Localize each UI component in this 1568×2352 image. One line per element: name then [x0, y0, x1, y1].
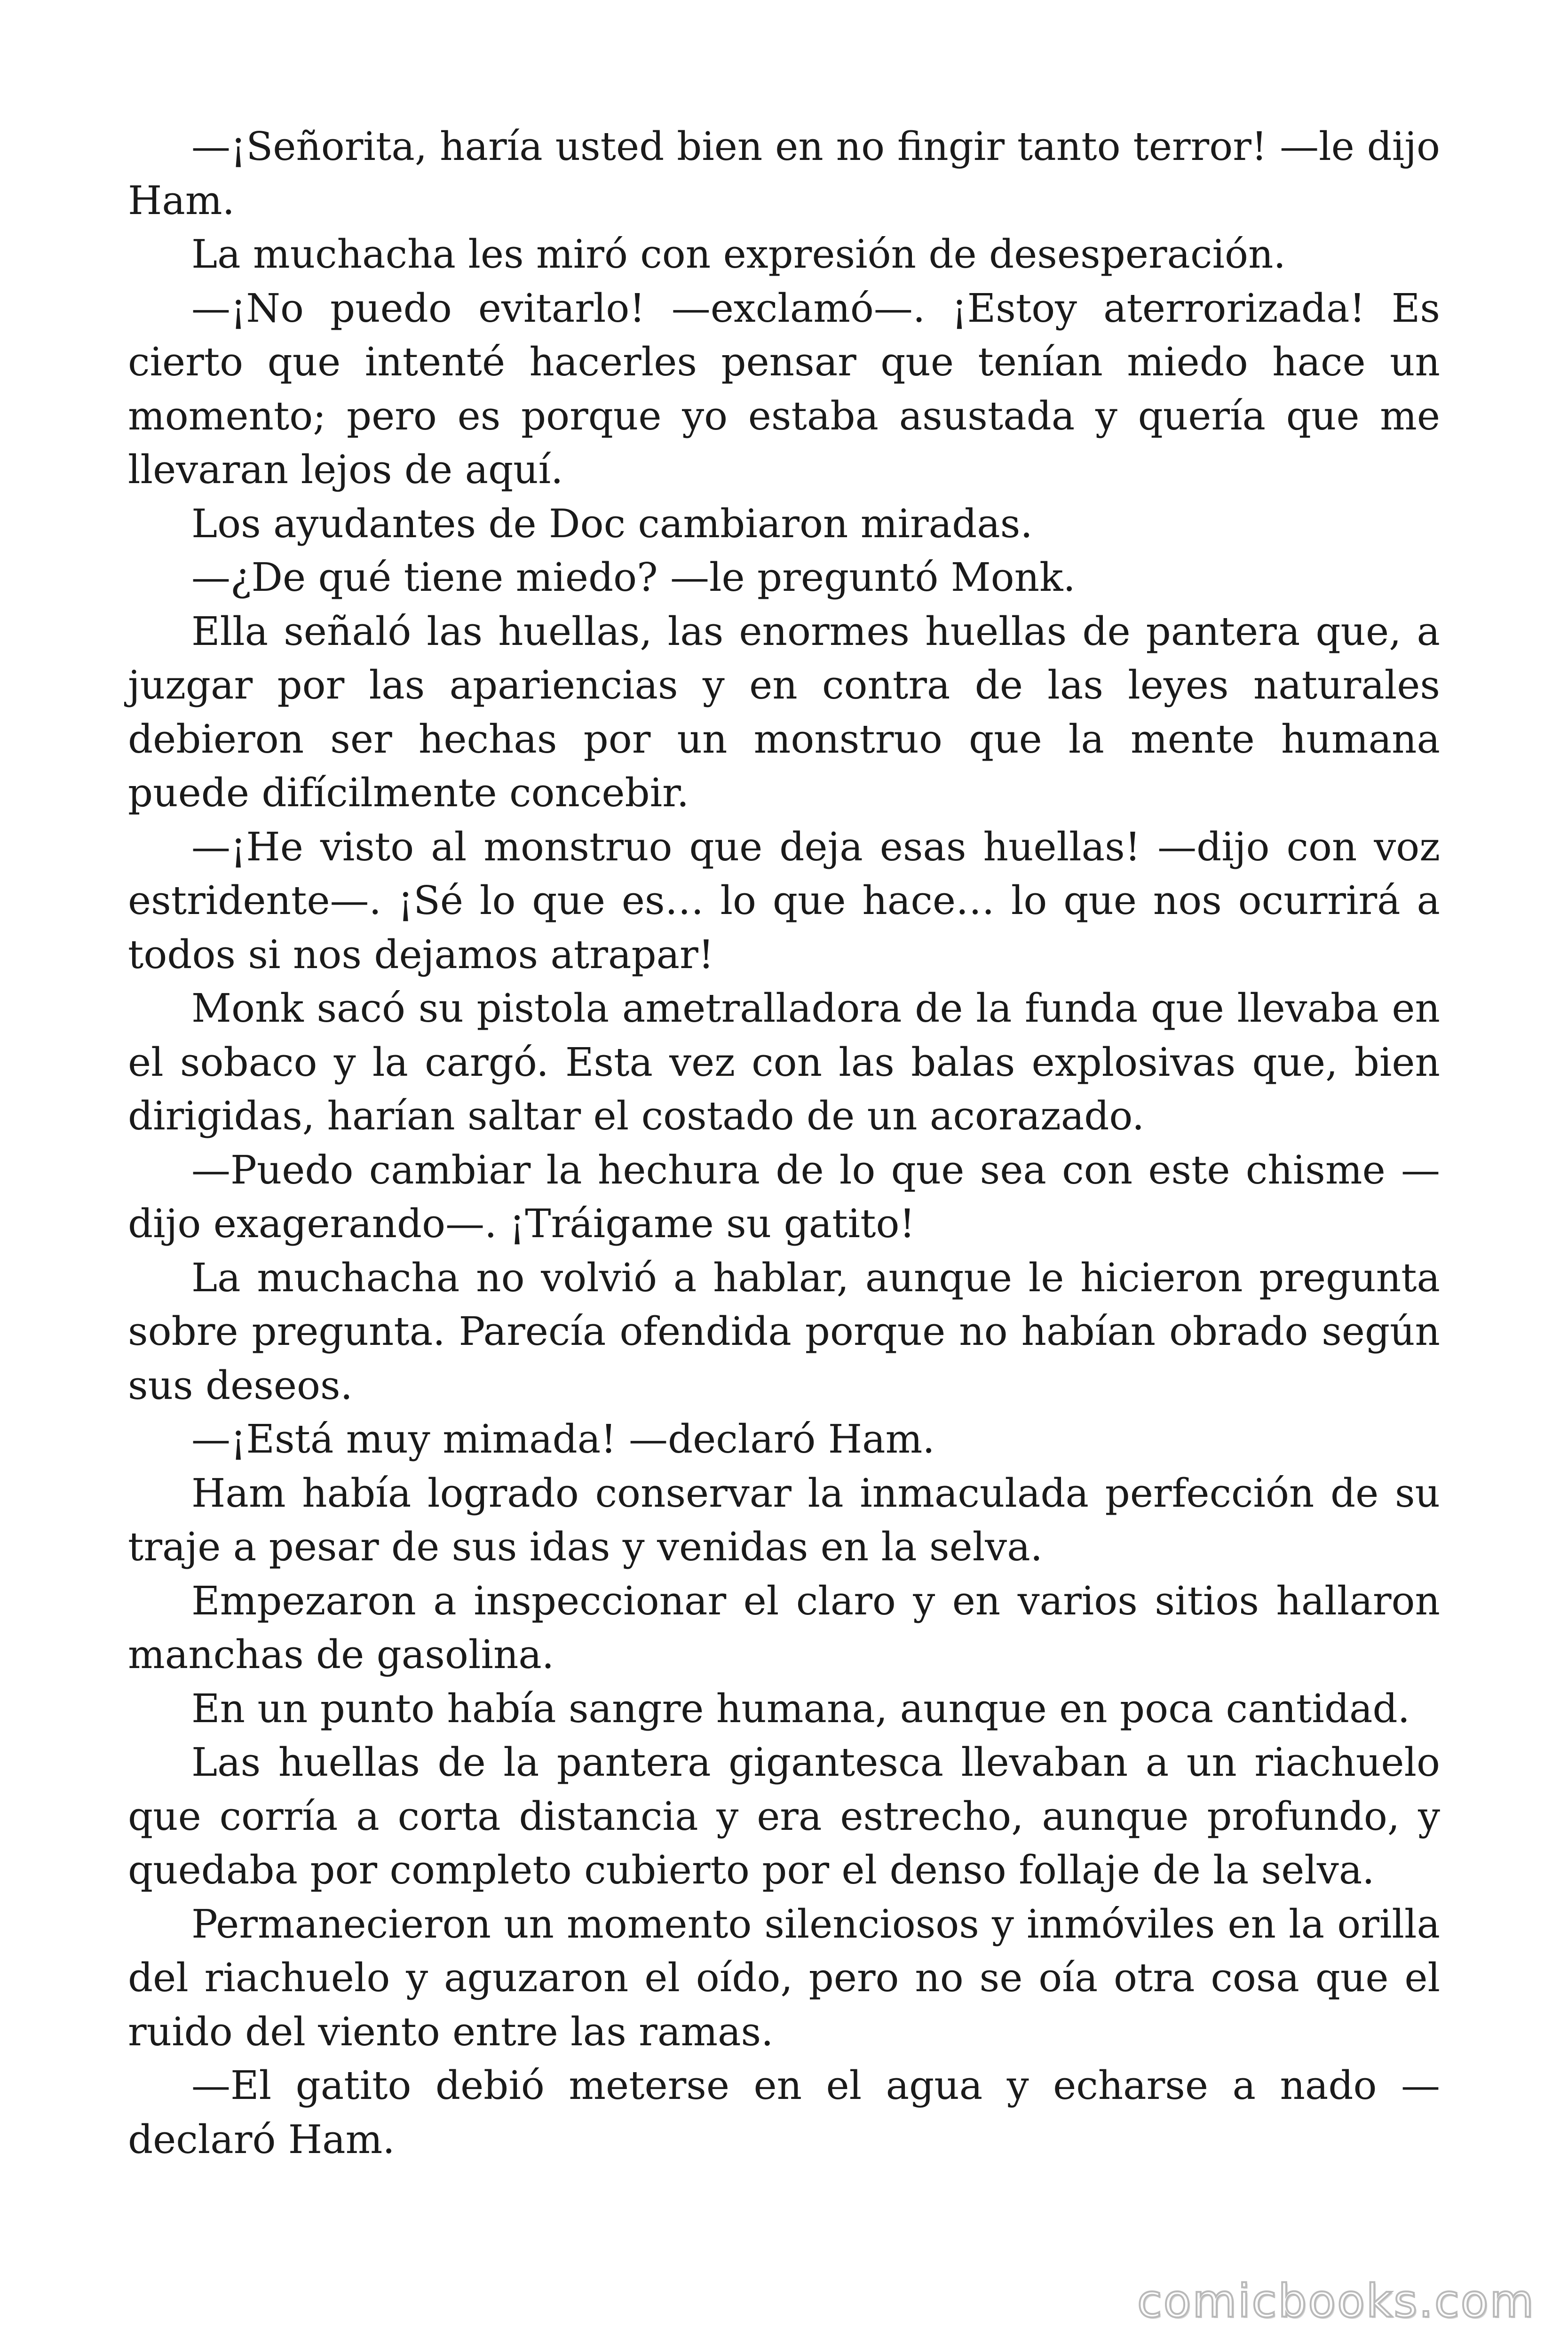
paragraph: Las huellas de la pantera gigantesca llevaban a un riachuelo que corría a corta distancia y era estrecho, aunque profundo, y quedaba por completo cubierto por el denso follaje de la selva. — [128, 1740, 1440, 1893]
paragraph: La muchacha les miró con expresión de desesperación. — [191, 231, 1286, 277]
paragraph: —¡He visto al monstruo que deja esas huellas! —dijo con voz estridente—. ¡Sé lo que es… lo que hace… lo que nos ocurrirá a todos si nos dejamos atrapar! — [128, 824, 1440, 977]
paragraph: —¡Señorita, haría usted bien en no fingir tanto terror! —le dijo Ham. — [128, 124, 1440, 223]
paragraph: Los ayudantes de Doc cambiaron miradas. — [191, 501, 1033, 547]
paragraph: Permanecieron un momento silenciosos y inmóviles en la orilla del riachuelo y aguzaron el oído, pero no se oía otra cosa que el ruido del viento entre las ramas. — [128, 1901, 1440, 2055]
paragraph: Ella señaló las huellas, las enormes huellas de pantera que, a juzgar por las apariencias y en contra de las leyes naturales debieron ser hechas por un monstruo que la mente humana puede difícilmente concebir. — [128, 608, 1440, 816]
paragraph: —¡No puedo evitarlo! —exclamó—. ¡Estoy aterrorizada! Es cierto que intenté hacerles pensar que tenían miedo hace un momento; pero es porque yo estaba asustada y quería que me llevaran lejos de aquí. — [128, 285, 1440, 493]
paragraph: —Puedo cambiar la hechura de lo que sea con este chisme —dijo exagerando—. ¡Tráigame su gatito! — [128, 1147, 1440, 1247]
body-text — [128, 120, 1440, 2167]
paragraph: En un punto había sangre humana, aunque en poca cantidad. — [191, 1685, 1410, 1732]
watermark: comicbooks.com — [1137, 2275, 1535, 2328]
paragraph: Ham había logrado conservar la inmaculada perfección de su traje a pesar de sus idas y venidas en la selva. — [128, 1470, 1440, 1570]
paragraph: Empezaron a inspeccionar el claro y en varios sitios hallaron manchas de gasolina. — [128, 1578, 1440, 1677]
paragraph: —¿De qué tiene miedo? —le preguntó Monk. — [191, 555, 1076, 600]
paragraph: —El gatito debió meterse en el agua y echarse a nado —declaró Ham. — [128, 2063, 1440, 2162]
paragraph: La muchacha no volvió a hablar, aunque le hicieron pregunta sobre pregunta. Parecía ofendida porque no habían obrado según sus deseos. — [128, 1255, 1440, 1408]
paragraph: —¡Está muy mimada! —declaró Ham. — [191, 1416, 935, 1462]
paragraph: Monk sacó su pistola ametralladora de la funda que llevaba en el sobaco y la cargó. Esta vez con las balas explosivas que, bien dirigidas, harían saltar el costado de un acorazado. — [128, 985, 1440, 1139]
